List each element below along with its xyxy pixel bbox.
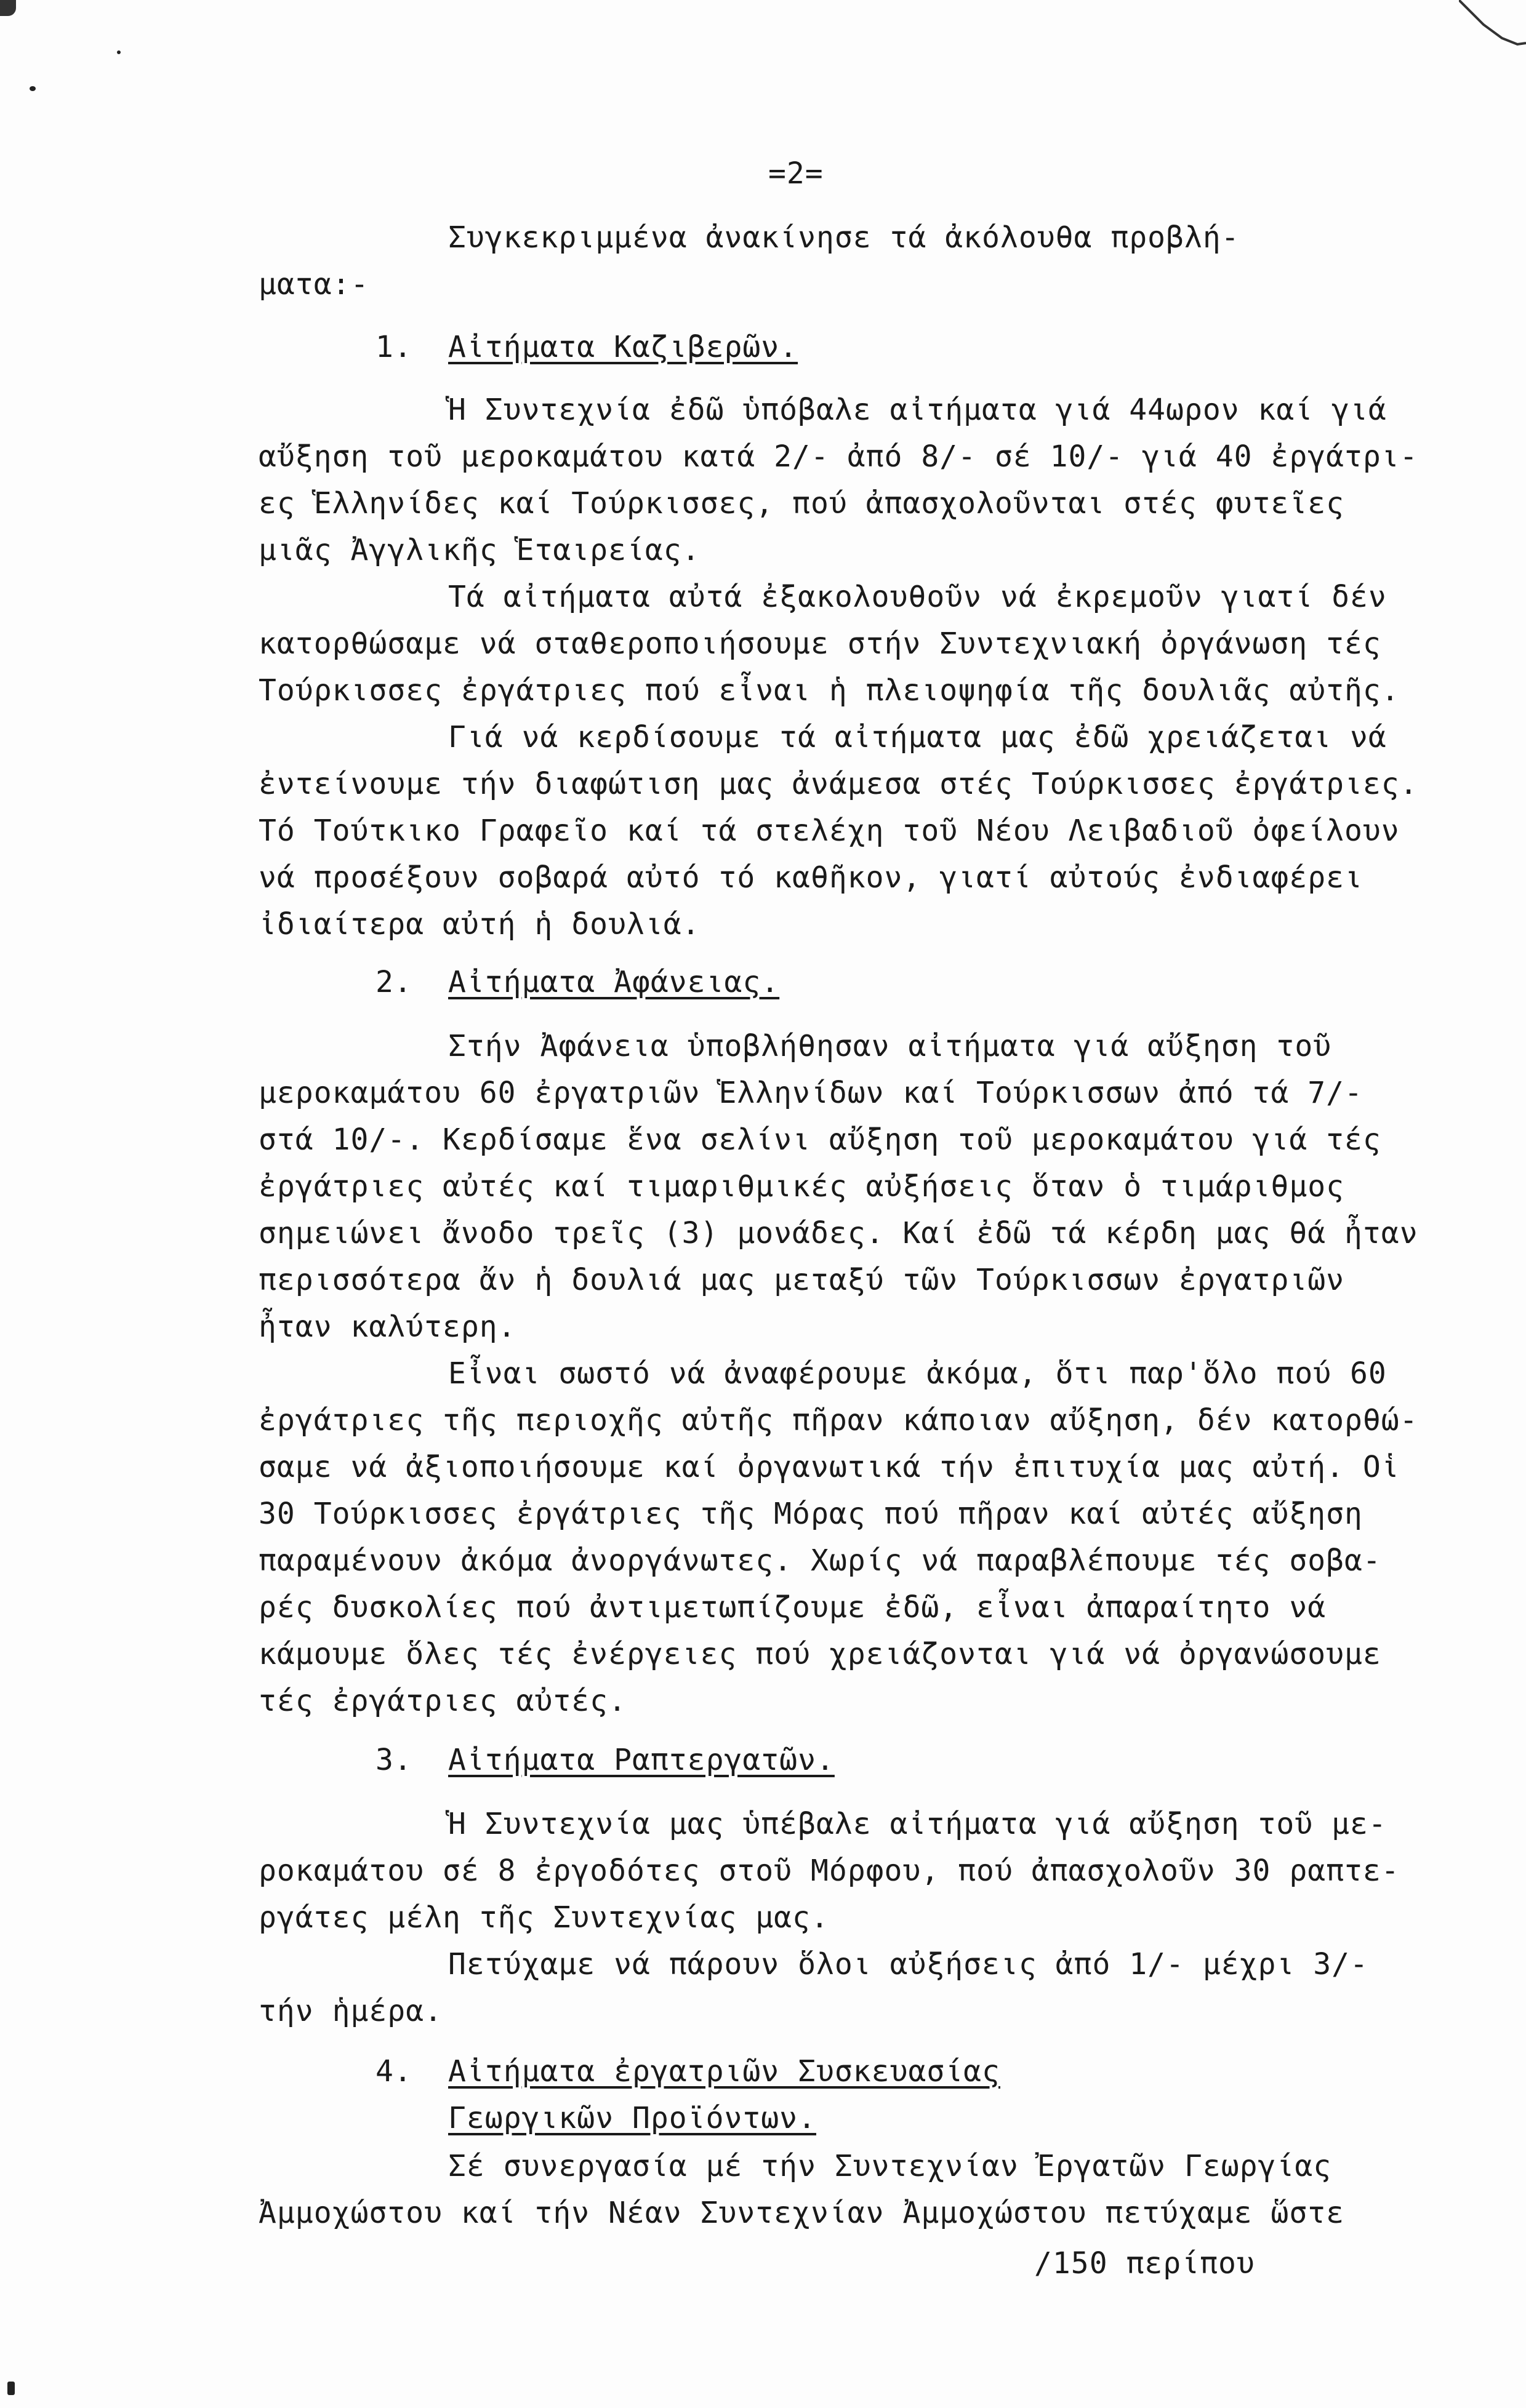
page-number: =2=	[768, 156, 824, 191]
body-line: Στήν Ἀφάνεια ὑποβλήθησαν αἰτήματα γιά αὔξηση τοῦ	[448, 1029, 1332, 1063]
body-line: τές ἐργάτριες αὐτές.	[259, 1684, 627, 1718]
body-line: ροκαμάτου σέ 8 ἐργοδότες στοῦ Μόρφου, πού ἀπασχολοῦν 30 ραπτε-	[259, 1854, 1400, 1888]
body-line: Σέ συνεργασία μέ τήν Συντεχνίαν Ἐργατῶν Γεωργίας	[448, 2149, 1332, 2183]
body-line: ἐντείνουμε τήν διαφώτιση μας ἀνάμεσα στές Τούρκισσες ἐργάτριες.	[259, 767, 1418, 801]
body-line: αὔξηση τοῦ μεροκαμάτου κατά 2/- ἀπό 8/- σέ 10/- γιά 40 ἐργάτρι-	[259, 439, 1418, 474]
body-line: ἐργάτριες αὐτές καί τιμαριθμικές αὐξήσεις ὅταν ὁ τιμάριθμος	[259, 1169, 1345, 1204]
body-line: ες Ἑλληνίδες καί Τούρκισσες, πού ἀπασχολοῦνται στές φυτεῖες	[259, 486, 1345, 521]
body-line: στά 10/-. Κερδίσαμε ἕνα σελίνι αὔξηση τοῦ μεροκαμάτου γιά τές	[259, 1122, 1381, 1157]
body-line: σημειώνει ἄνοδο τρεῖς (3) μονάδες. Καί ἐδῶ τά κέρδη μας θά ἦταν	[259, 1216, 1418, 1250]
body-line: Εἶναι σωστό νά ἀναφέρουμε ἀκόμα, ὅτι παρ'ὅλο πού 60	[448, 1356, 1387, 1391]
scan-speck	[117, 50, 121, 54]
body-line: μεροκαμάτου 60 ἐργατριῶν Ἑλληνίδων καί Τούρκισσων ἀπό τά 7/-	[259, 1076, 1363, 1110]
section-heading: Αἰτήματα ἐργατριῶν Συσκευασίας	[448, 2054, 1000, 2089]
section-number: 1.	[375, 330, 412, 364]
body-line: κάμουμε ὅλες τές ἐνέργειες πού χρειάζονται γιά νά ὀργανώσουμε	[259, 1637, 1381, 1671]
body-line: τήν ἡμέρα.	[259, 1994, 443, 2028]
section-heading-continued: Γεωργικῶν Προϊόντων.	[448, 2101, 816, 2135]
catchword: /150 περίπου	[1034, 2246, 1255, 2281]
body-line: σαμε νά ἀξιοποιήσουμε καί ὀργανωτικά τήν ἐπιτυχία μας αὐτή. Οἱ	[259, 1450, 1400, 1484]
section-number: 2.	[375, 965, 412, 999]
body-line: νά προσέξουν σοβαρά αὐτό τό καθῆκον, γιατί αὐτούς ἐνδιαφέρει	[259, 860, 1363, 895]
scan-speck	[7, 2382, 15, 2395]
body-line: μιᾶς Ἀγγλικῆς Ἑταιρείας.	[259, 533, 701, 567]
body-line: 30 Τούρκισσες ἐργάτριες τῆς Μόρας πού πῆραν καί αὐτές αὔξηση	[259, 1497, 1363, 1531]
body-line: ἦταν καλύτερη.	[259, 1310, 516, 1344]
body-line: ρές δυσκολίες πού ἀντιμετωπίζουμε ἐδῶ, εἶναι ἀπαραίτητο νά	[259, 1590, 1327, 1625]
body-line: ργάτες μέλη τῆς Συντεχνίας μας.	[259, 1900, 829, 1935]
body-line: περισσότερα ἄν ἡ δουλιά μας μεταξύ τῶν Τούρκισσων ἐργατριῶν	[259, 1263, 1345, 1297]
section-heading: Αἰτήματα Ἀφάνειας.	[448, 965, 780, 999]
body-line: Ἀμμοχώστου καί τήν Νέαν Συντεχνίαν Ἀμμοχώστου πετύχαμε ὥστε	[259, 2196, 1345, 2230]
body-line: Ἡ Συντεχνία μας ὑπέβαλε αἰτήματα γιά αὔξηση τοῦ με-	[448, 1807, 1387, 1841]
body-line: ἐργάτριες τῆς περιοχῆς αὐτῆς πῆραν κάποιαν αὔξηση, δέν κατορθώ-	[259, 1403, 1418, 1438]
body-line: Τά αἰτήματα αὐτά ἐξακολουθοῦν νά ἐκρεμοῦν γιατί δέν	[448, 580, 1387, 614]
body-line: παραμένουν ἀκόμα ἀνοργάνωτες. Χωρίς νά παραβλέπουμε τές σοβα-	[259, 1543, 1381, 1578]
body-line: Ἡ Συντεχνία ἐδῶ ὑπόβαλε αἰτήματα γιά 44ωρον καί γιά	[448, 393, 1387, 427]
body-line: Γιά νά κερδίσουμε τά αἰτήματα μας ἐδῶ χρειάζεται νά	[448, 720, 1387, 754]
intro-line: ματα:-	[259, 267, 369, 302]
scan-speck	[0, 0, 16, 16]
section-heading: Αἰτήματα Καζιβερῶν.	[448, 330, 798, 364]
section-heading: Αἰτήματα Ραπτεργατῶν.	[448, 1743, 835, 1777]
body-line: Τούρκισσες ἐργάτριες πού εἶναι ἡ πλειοψηφία τῆς δουλιᾶς αὐτῆς.	[259, 673, 1400, 708]
body-line: ἰδιαίτερα αὐτή ἡ δουλιά.	[259, 907, 701, 942]
corner-scan-mark	[1459, 0, 1526, 55]
section-number: 4.	[375, 2054, 412, 2089]
body-line: Τό Τούτκικο Γραφεῖο καί τά στελέχη τοῦ Νέου Λειβαδιοῦ ὀφείλουν	[259, 814, 1400, 848]
body-line: Πετύχαμε νά πάρουν ὅλοι αὐξήσεις ἀπό 1/- μέχρι 3/-	[448, 1947, 1368, 1982]
body-line: κατορθώσαμε νά σταθεροποιήσουμε στήν Συντεχνιακή ὀργάνωση τές	[259, 626, 1381, 661]
intro-line: Συγκεκριμμένα ἀνακίνησε τά ἀκόλουθα προβλή-	[448, 220, 1240, 255]
scan-speck	[30, 86, 36, 91]
section-number: 3.	[375, 1743, 412, 1777]
